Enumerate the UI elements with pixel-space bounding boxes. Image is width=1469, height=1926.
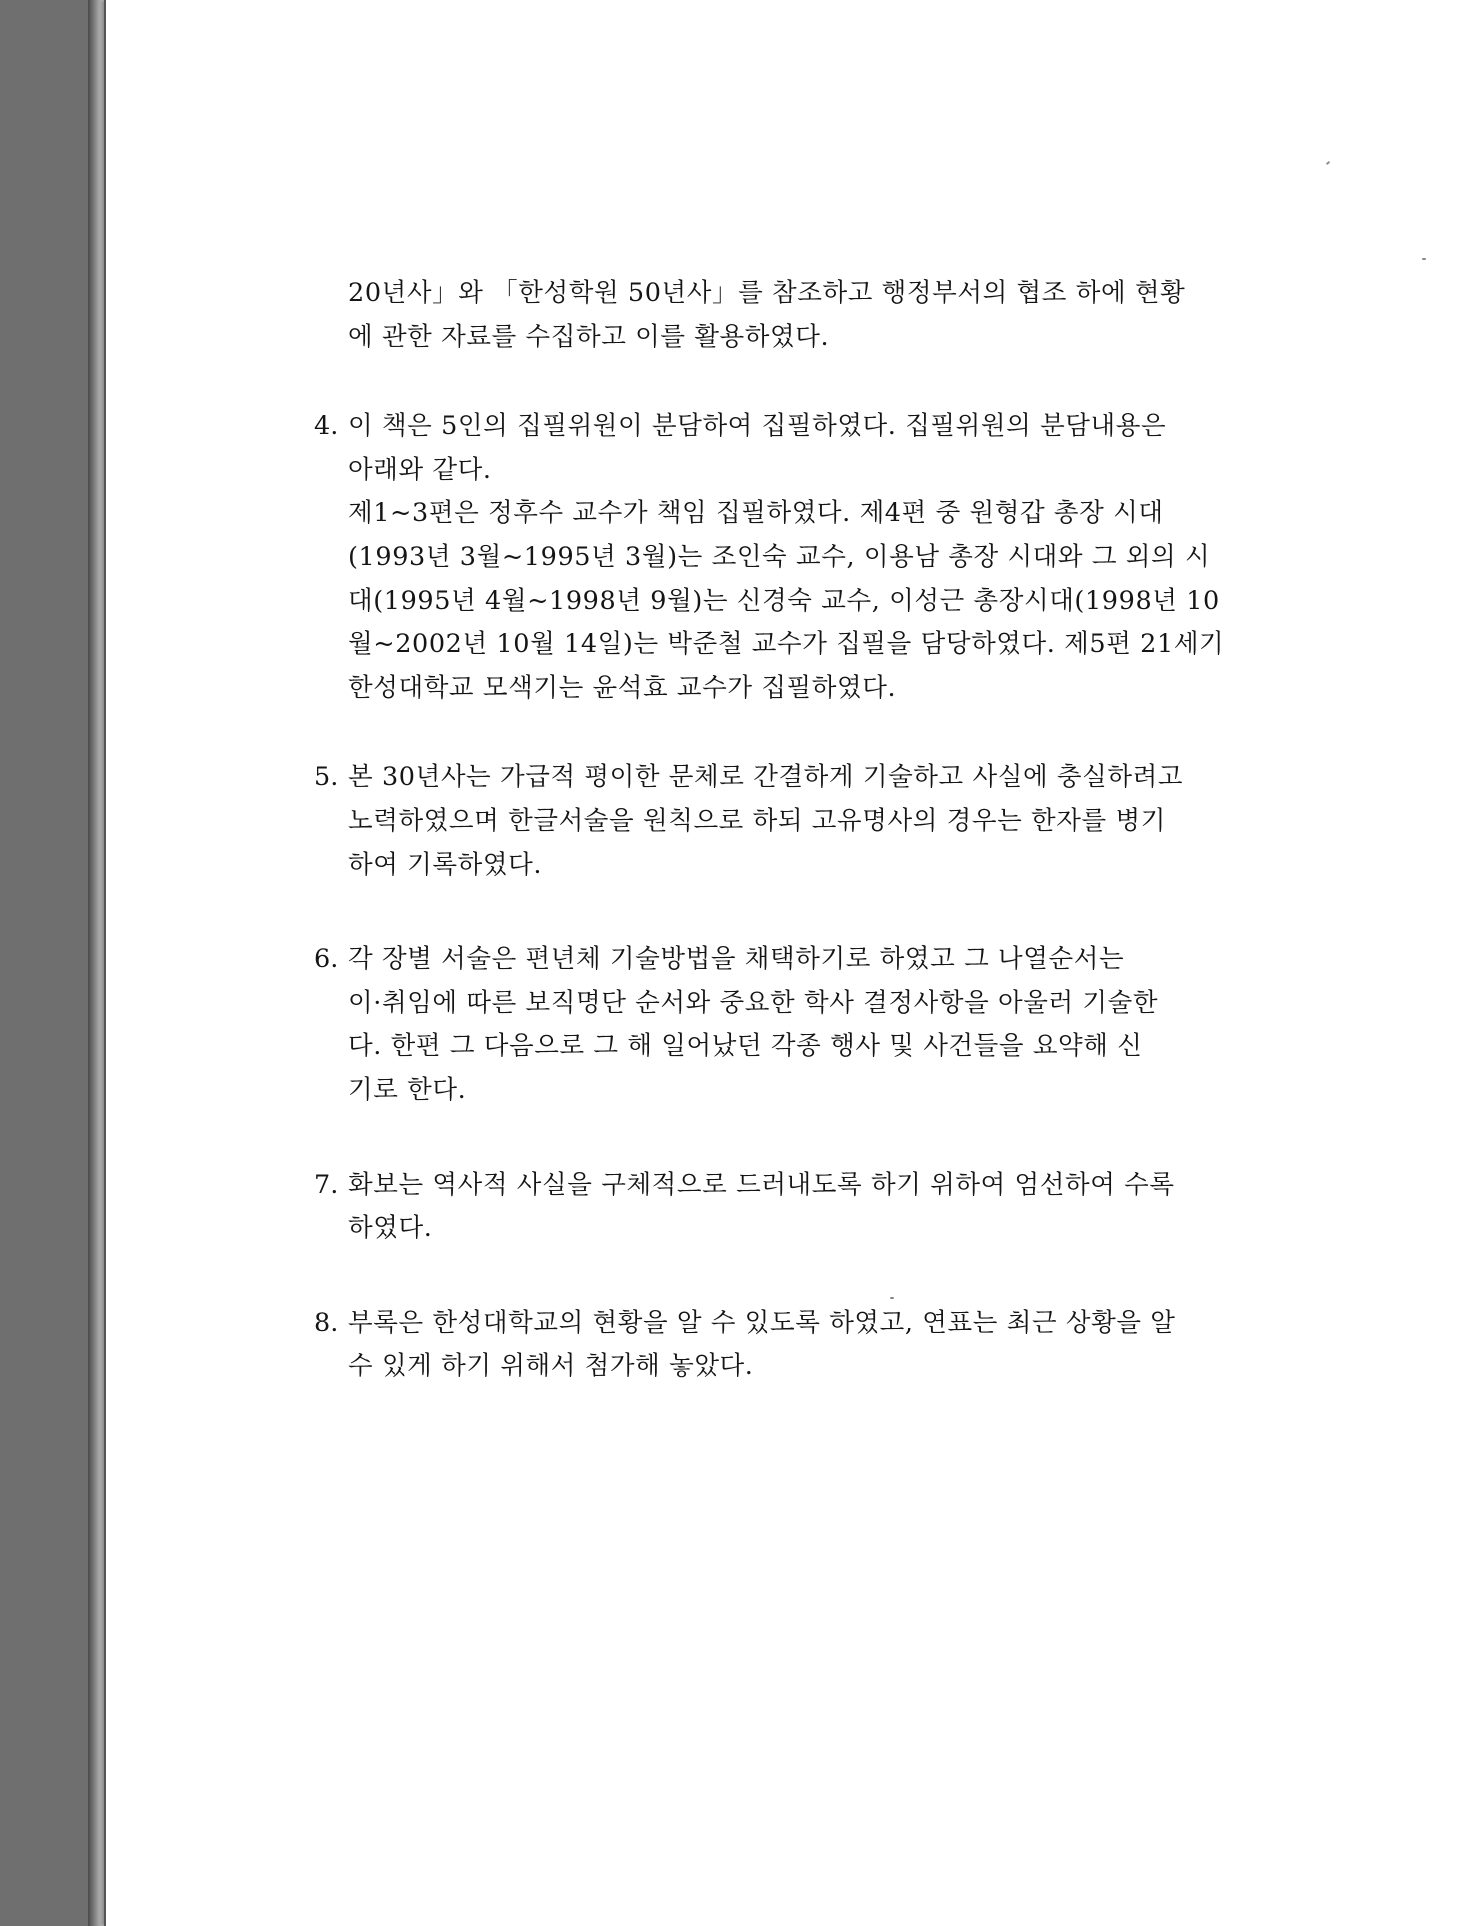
scan-speck [1422, 258, 1426, 260]
page-content [314, 272, 1371, 1389]
text-line: (1993년 3월~1995년 3월)는 조인숙 교수, 이용남 총장 시대와 그 외의 시 [348, 541, 1211, 572]
text-line: 각 장별 서술은 편년체 기술방법을 채택하기로 하였고 그 나열순서는 [348, 944, 1125, 975]
page-stack-edge [88, 0, 104, 1926]
list-item-5 [314, 756, 1371, 887]
document-page [104, 0, 1469, 1926]
list-item-8 [314, 1302, 1371, 1389]
text-line: 다. 한편 그 다음으로 그 해 일어났던 각종 행사 및 사건들을 요약해 신 [348, 1031, 1143, 1062]
item-number: 5. [314, 762, 339, 793]
list-item-4 [314, 405, 1371, 710]
page-left-border [104, 0, 106, 1926]
text-line: 기로 한다. [348, 1074, 467, 1105]
item-number: 4. [314, 411, 339, 442]
text-line: 하였다. [348, 1213, 433, 1244]
item-text [348, 938, 1371, 1112]
item-number: 7. [314, 1169, 339, 1200]
item-text [348, 1302, 1371, 1389]
text-line: 본 30년사는 가급적 평이한 문체로 간결하게 기술하고 사실에 충실하려고 [348, 762, 1184, 793]
scan-speck [1326, 161, 1330, 165]
text-line: 부록은 한성대학교의 현황을 알 수 있도록 하였고, 연표는 최근 상황을 알 [348, 1307, 1176, 1338]
list-item-6 [314, 938, 1371, 1112]
text-line: 제1~3편은 정후수 교수가 책임 집필하였다. 제4편 중 원형갑 총장 시대 [348, 498, 1164, 529]
list-item-7 [314, 1164, 1371, 1251]
text-line: 이·취임에 따른 보직명단 순서와 중요한 학사 결정사항을 아울러 기술한 [348, 987, 1159, 1018]
intro-paragraph [348, 272, 1371, 359]
text-line: 월~2002년 10월 14일)는 박준철 교수가 집필을 담당하였다. 제5편 21세기 [348, 629, 1225, 660]
item-text [348, 756, 1371, 887]
text-line: 노력하였으며 한글서술을 원칙으로 하되 고유명사의 경우는 한자를 병기 [348, 805, 1166, 836]
item-text [348, 1164, 1371, 1251]
item-number: 8. [314, 1307, 339, 1338]
item-number: 6. [314, 944, 339, 975]
text-line: 수 있게 하기 위해서 첨가해 놓았다. [348, 1351, 754, 1382]
text-line: 20년사」와 「한성학원 50년사」를 참조하고 행정부서의 협조 하에 현황 [348, 278, 1186, 308]
text-line: 하여 기록하였다. [348, 849, 543, 880]
text-line: 에 관한 자료를 수집하고 이를 활용하였다. [348, 321, 830, 352]
text-line: 이 책은 5인의 집필위원이 분담하여 집필하였다. 집필위원의 분담내용은 [348, 411, 1167, 442]
text-line: 아래와 같다. [348, 454, 492, 485]
text-line: 한성대학교 모색기는 윤석효 교수가 집필하였다. [348, 672, 897, 703]
text-line: 대(1995년 4월~1998년 9월)는 신경숙 교수, 이성근 총장시대(1998년 10 [348, 585, 1220, 616]
text-line: 화보는 역사적 사실을 구체적으로 드러내도록 하기 위하여 엄선하여 수록 [348, 1169, 1175, 1200]
item-text [348, 405, 1371, 710]
